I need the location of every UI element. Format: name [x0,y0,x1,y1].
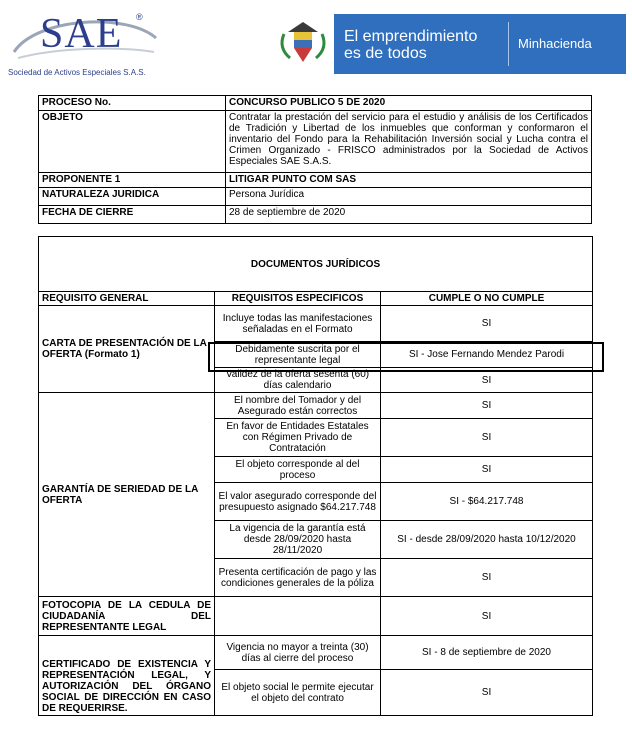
specific-requirement: En favor de Entidades Estatales con Régimen Privado de Contratación [215,419,381,457]
compliance-result: SI - desde 28/09/2020 hasta 10/12/2020 [381,521,593,559]
column-headers [39,292,593,306]
table-row [39,393,593,419]
compliance-result: SI - $64.217.748 [381,483,593,521]
specific-requirement: El valor asegurado corresponde del presupuesto asignado $64.217.748 [215,483,381,521]
sae-subtitle: Sociedad de Activos Especiales S.A.S. [8,68,146,77]
specific-requirement: Debidamente suscrita por el representante legal [215,342,381,368]
colombia-coat-of-arms-icon [272,14,334,74]
compliance-result: SI [381,393,593,419]
specific-requirement: Validez de la oferta sesenta (60) días calendario [215,368,381,393]
info-label: PROCESO No. [39,96,226,111]
info-value: CONCURSO PUBLICO 5 DE 2020 [226,96,592,111]
process-info-table [38,95,592,224]
compliance-result: SI [381,419,593,457]
compliance-result: SI [381,368,593,393]
specific-requirement: El objeto social le permite ejecutar el objeto del contrato [215,670,381,716]
specific-requirement: Presenta certificación de pago y las condiciones generales de la póliza [215,559,381,597]
specific-requirement: La vigencia de la garantía está desde 28/09/2020 hasta 28/11/2020 [215,521,381,559]
specific-requirement: Vigencia no mayor a treinta (30) días al cierre del proceso [215,636,381,670]
info-value: 28 de septiembre de 2020 [226,206,592,224]
specific-requirement: El objeto corresponde al del proceso [215,457,381,483]
info-label: FECHA DE CIERRE [39,206,226,224]
table-row [39,188,592,206]
slogan-line-1: El emprendimiento [344,28,478,45]
info-value: LITIGAR PUNTO COM SAS [226,173,592,188]
specific-requirement [215,597,381,636]
column-header: CUMPLE O NO CUMPLE [381,292,593,306]
column-header: REQUISITO GENERAL [39,292,215,306]
general-requirement: CERTIFICADO DE EXISTENCIA Y REPRESENTACIÓN LEGAL, Y AUTORIZACIÓN DEL ÓRGANO SOCIAL DE DIRECCIÓN EN CASO DE REQUERIRSE. [39,636,215,716]
table-row [39,306,593,342]
specific-requirement: El nombre del Tomador y del Asegurado están correctos [215,393,381,419]
compliance-result: SI - 8 de septiembre de 2020 [381,636,593,670]
legal-documents-table [38,236,593,716]
info-value: Persona Jurídica [226,188,592,206]
general-requirement: GARANTÍA DE SERIEDAD DE LA OFERTA [39,393,215,597]
sae-logo [6,8,166,80]
ministry-name: Minhacienda [518,36,592,51]
slogan-line-2: es de todos [344,45,427,62]
compliance-result: SI [381,597,593,636]
info-label: OBJETO [39,111,226,173]
table-row [39,206,592,224]
banner-divider [508,22,509,66]
government-banner [272,14,626,74]
specific-requirement: Incluye todas las manifestaciones señaladas en el Formato [215,306,381,342]
compliance-result: SI [381,306,593,342]
section-title: DOCUMENTOS JURÍDICOS [39,237,593,292]
table-row [39,636,593,670]
compliance-result: SI [381,559,593,597]
section-title-row [39,237,593,292]
compliance-result: SI [381,457,593,483]
table-row [39,597,593,636]
info-label: PROPONENTE 1 [39,173,226,188]
banner-slogan [344,28,504,62]
compliance-result: SI - Jose Fernando Mendez Parodi [381,342,593,368]
info-value: Contratar la prestación del servicio para el estudio y análisis de los Certificados de Tradición y Libertad de los inmuebles que conforman y conformaron el inventario del Fondo para la Rehabilitación Inversión social y Lucha contra el Crimen Organizado - FRISCO administrados por la Sociedad de Activos Especiales SAE S.A.S. [226,111,592,173]
sae-logo-text: SAE [40,11,123,57]
general-requirement: CARTA DE PRESENTACIÓN DE LA OFERTA (Formato 1) [39,306,215,393]
table-row [39,96,592,111]
highlight-box [208,342,604,372]
table-row [39,111,592,173]
registered-mark: ® [136,12,143,22]
info-label: NATURALEZA JURIDICA [39,188,226,206]
compliance-result: SI [381,670,593,716]
document-header [0,0,632,90]
general-requirement: FOTOCOPIA DE LA CEDULA DE CIUDADANÍA DEL REPRESENTANTE LEGAL [39,597,215,636]
table-row [39,173,592,188]
column-header: REQUISITOS ESPECIFICOS [215,292,381,306]
